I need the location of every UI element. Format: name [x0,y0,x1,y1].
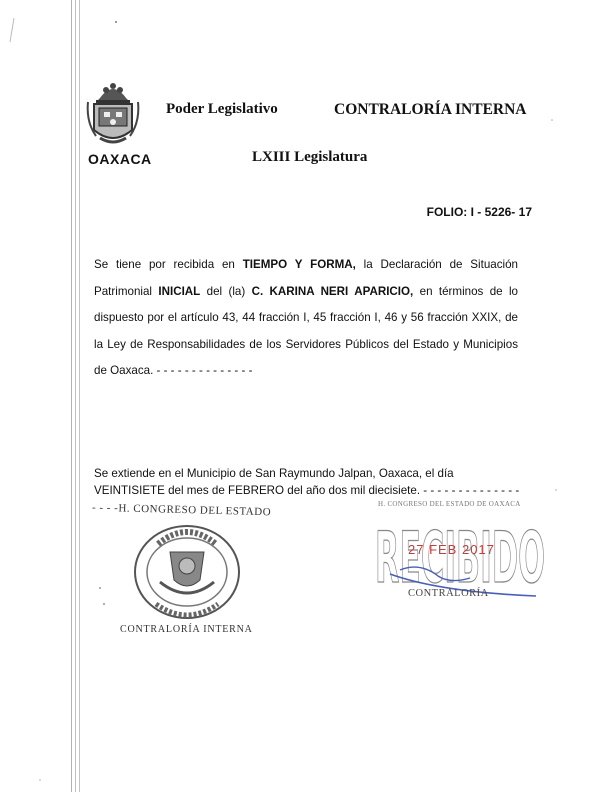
folio-number: FOLIO: I - 5226- 17 [426,205,532,219]
office-title: CONTRALORÍA INTERNA [334,101,527,118]
seal-bottom-text: CONTRALORÍA INTERNA [120,624,253,635]
received-date: 27 FEB 2017 [408,542,495,557]
received-stamp-footer: CONTRALORÍA [408,588,489,599]
received-stamp-header: H. CONGRESO DEL ESTADO DE OAXACA [378,500,521,508]
closing-line-2: VEINTISIETE del mes de FEBRERO del año dos mil diecisiete. - - - - - - - - - - - - - - [94,484,520,497]
body-text-3: del (la) [200,284,252,298]
closing-line-1: Se extiende en el Municipio de San Raymundo Jalpan, Oaxaca, el día [94,467,454,480]
body-text-2: la Declaración de Situación Patrimonial [94,258,518,298]
body-bold-tiempo: TIEMPO Y FORMA, [242,258,356,271]
seal-top-text: - - - -H. CONGRESO DEL ESTADO [91,501,272,519]
body-text-4: en términos de lo dispuesto por el artículo 43, 44 fracción I, 45 fracción I, 46 y 56 fracción XXIX, de la Ley de Responsabilidades de los Servidores Públicos del Estado y Municipios de Oaxaca. - - - - - - - - - - - - - - [94,284,518,377]
state-name: OAXACA [88,151,152,167]
body-bold-inicial: INICIAL [158,284,201,298]
branch-title: Poder Legislativo [166,101,278,117]
legislature-title: LXIII Legislatura [252,149,368,165]
body-bold-name: C. KARINA NERI APARICIO, [251,284,414,298]
body-text-1: Se tiene por recibida en [94,258,243,271]
received-stamp-word: RECIBIDO [375,517,545,599]
